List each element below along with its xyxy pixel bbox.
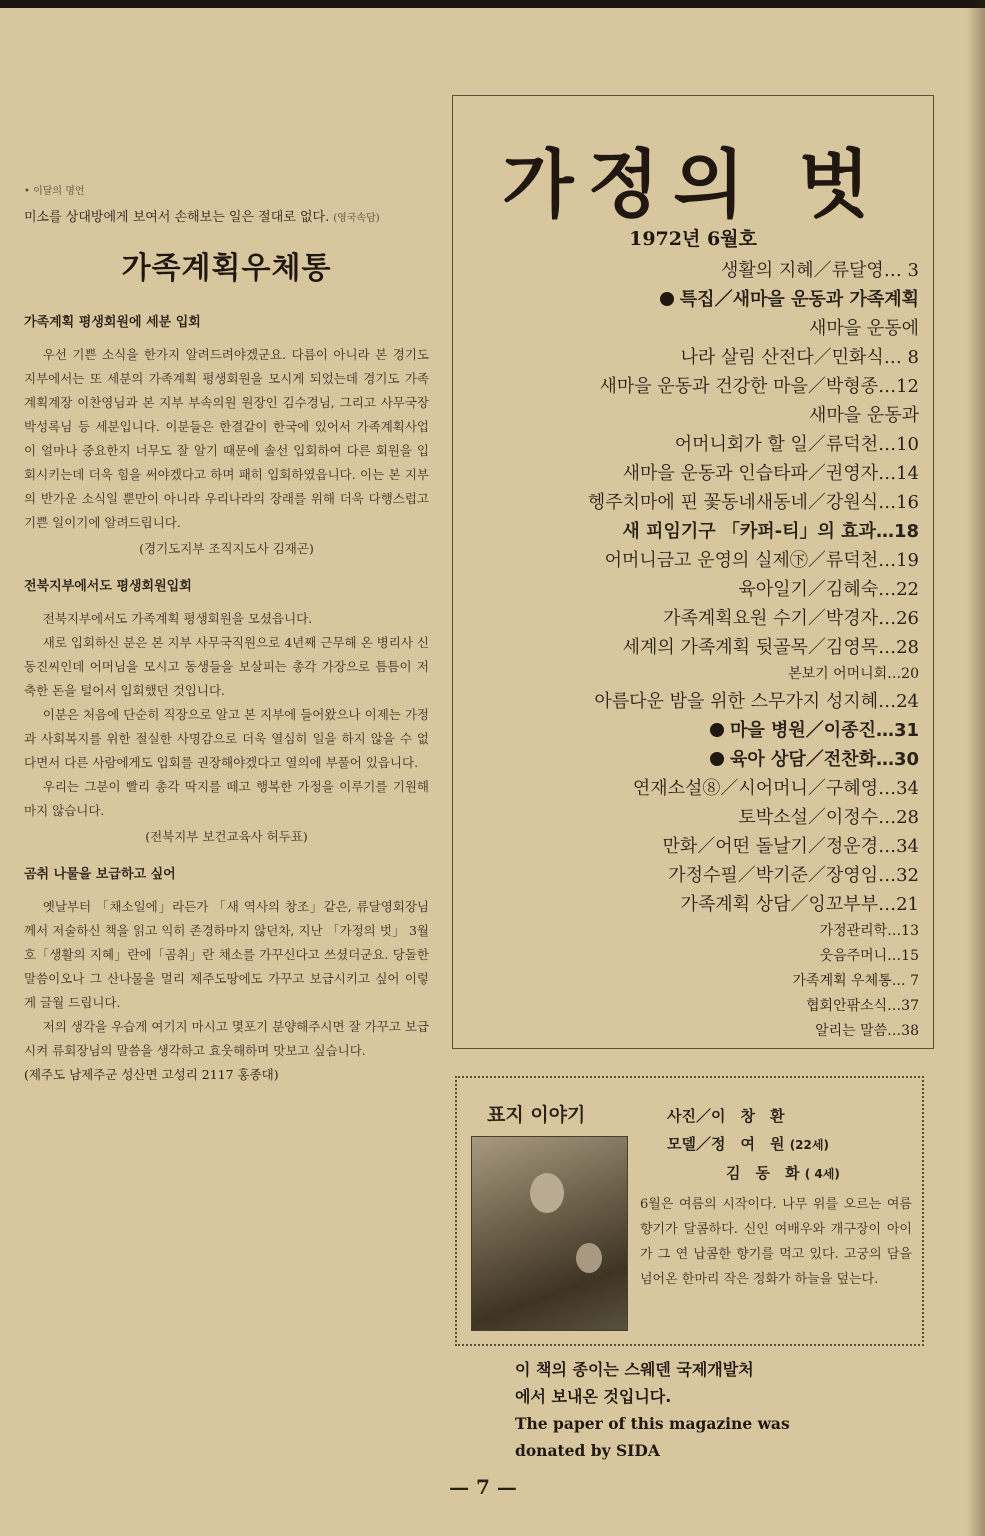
toc-entry[interactable]: 알리는 말씀…38 <box>815 1023 919 1039</box>
letter2-signature: (전북지부 보건교육사 허두표) <box>145 829 308 844</box>
toc-entry[interactable]: 아름다운 밤을 위한 스무가지 성지혜…24 <box>594 691 919 712</box>
toc-list <box>459 256 919 1044</box>
letter2-body-3: 이분은 처음에 단순히 직장으로 알고 본 지부에 들어왔으나 이제는 가정과 사회복지를 위한 절실한 사명감으로 더욱 열심히 일을 하지 않을 수 없다면서 다른 사람에게도 입회를 권장해야겠다고 열의에 부풀어 있읍니다. <box>24 707 429 770</box>
toc-entry[interactable]: 새마을 운동에 <box>808 318 919 339</box>
model-credit-1: 모델／정 여 원 (22세) <box>667 1135 829 1153</box>
model-credit-2: 김 동 화 ( 4세) <box>726 1164 840 1182</box>
bullet-icon <box>710 752 724 766</box>
toc-entry[interactable]: 세계의 가족계획 뒷골목／김영목…28 <box>622 637 919 658</box>
toc-entry[interactable]: 토박소설／이정수…28 <box>738 807 919 828</box>
letter1-heading: 가족계획 평생회원에 세분 입회 <box>24 315 201 330</box>
photo-woman-figure <box>530 1173 564 1213</box>
issue-date: 1972년 6월호 <box>629 228 757 250</box>
toc-entry[interactable]: 가족계획 상담／잉꼬부부…21 <box>680 894 919 915</box>
top-shadow-band <box>0 0 985 8</box>
toc-entry[interactable]: 특집／새마을 운동과 가족계획 <box>459 285 919 314</box>
toc-entry[interactable]: 헹주치마에 핀 꽃동네새동네／강원식…16 <box>587 492 919 513</box>
letter2-body-4: 우리는 그분이 빨리 총각 딱지를 떼고 행복한 가정을 이루기를 기원해 마지 않습니다. <box>24 779 429 818</box>
letters-column <box>24 180 429 1087</box>
letter1-body: 우선 기쁜 소식을 한가지 알려드려야겠군요. 다름이 아니라 본 경기도 지부에서는 또 세분의 가족계획 평생회원을 모시게 되었는데 경기도 가족계획계장 이찬영님과 본 지부 부속의원 원장인 김수경님, 그리고 사무국장 박성록님 등 세분입니다. 이분들은 한결같이 한국에 있어서 가족계획사업이 얼마나 중요한지 너무도 잘 알기 때문에 솔선 입회하여 다른 회원을 입회시키는데 더욱 힘을 써야겠다고 하며 패히 입회하였읍니다. 이는 본 지부의 반가운 소식일 뿐만이 아니라 우리나라의 장래를 위해 더욱 다행스럽고 기쁜 일이기에 알려드립니다. <box>24 347 429 530</box>
toc-entry[interactable]: 연재소설⑧／시어머니／구혜영…34 <box>632 778 919 799</box>
toc-entry[interactable]: 새 피임기구 「카퍼-티」의 효과…18 <box>622 521 919 542</box>
toc-entry[interactable]: 새마을 운동과 인습타파／권영자…14 <box>622 463 919 484</box>
donation-english-1: The paper of this magazine was <box>515 1414 790 1433</box>
donation-note <box>515 1356 915 1464</box>
toc-entry[interactable]: 어머니회가 할 일／류덕천…10 <box>674 434 919 455</box>
toc-entry[interactable]: 본보기 어머니회…20 <box>788 666 919 682</box>
toc-entry[interactable]: 육아일기／김혜숙…22 <box>738 579 919 600</box>
photo-child-figure <box>576 1243 602 1273</box>
proverb-text: 미소를 상대방에게 보여서 손해보는 일은 절대로 없다. <box>24 210 330 225</box>
cover-story-title: 표지 이야기 <box>487 1104 586 1126</box>
letter3-heading: 곰취 나물을 보급하고 싶어 <box>24 867 176 882</box>
toc-entry[interactable]: 가정관리학…13 <box>819 923 919 939</box>
toc-entry[interactable]: 마을 병원／이종진…31 <box>459 716 919 745</box>
toc-entry[interactable]: 육아 상담／전찬화…30 <box>459 745 919 774</box>
toc-entry[interactable]: 가정수필／박기준／장영임…32 <box>668 865 919 886</box>
letter1-signature: (경기도지부 조직지도사 김재곤) <box>139 541 314 556</box>
cover-story-box <box>455 1076 924 1346</box>
donation-korean-2: 에서 보내온 것입니다. <box>515 1387 672 1406</box>
page-edge-shadow <box>967 0 985 1536</box>
proverb <box>24 204 429 233</box>
letter2-heading: 전북지부에서도 평생회원입회 <box>24 579 192 594</box>
toc-entry[interactable]: 가족계획요원 수기／박경자…26 <box>663 608 919 629</box>
cover-photo <box>471 1136 628 1331</box>
toc-entry[interactable]: 협회안팎소식…37 <box>806 998 919 1014</box>
page-number: — 7 — <box>449 1475 517 1499</box>
toc-entry[interactable]: 웃음주머니…15 <box>819 948 919 964</box>
letter3-body-1: 옛날부터 「채소일에」라든가 「새 역사의 창조」같은, 류달영회장님께서 저술하신 책을 읽고 익히 존경하마지 않던차, 지난 「가정의 벗」 3월호「생활의 지혜」란에「곰취」란 채소를 가꾸신다고 쓰셨더군요. 당돌한 말씀이오나 그 산나물을 멀리 제주도땅에도 가꾸고 보급시키고 싶어 이렇게 글월 드립니다. <box>24 899 429 1010</box>
magazine-title: 가정의 벗 <box>502 142 884 228</box>
letter2-body-2: 새로 입회하신 분은 본 지부 사무국직원으로 4년째 근무해 온 병리사 신동진씨인데 어머님을 모시고 동생들을 보살피는 총각 가장으로 틈틈이 저축한 돈을 털어서 입회했던 것입니다. <box>24 635 429 698</box>
toc-entry[interactable]: 어머니금고 운영의 실제㊦／류덕천…19 <box>604 550 919 571</box>
donation-english-2: donated by SIDA <box>515 1441 660 1460</box>
letter3-body-2: 저의 생각을 우습게 여기지 마시고 몇포기 분양해주시면 잘 가꾸고 보급시켜 류회장님의 말씀을 생각하고 효웃해하며 맛보고 싶습니다. <box>24 1019 429 1058</box>
toc-entry[interactable]: 나라 살림 산전다／민화식… 8 <box>680 347 919 368</box>
letter3-signature: (제주도 남제주군 성산면 고성리 2117 홍종대) <box>24 1067 279 1082</box>
proverb-label: • 이달의 명언 <box>24 186 85 197</box>
cover-story-text: 6월은 여름의 시작이다. 나무 위를 오르는 여름 향기가 달콤하다. 신인 여배우와 개구장이 아이가 그 연 납콤한 향기를 먹고 있다. 고궁의 담을 넘어온 한마리 작은 정화가 하늘을 덮는다. <box>640 1197 912 1287</box>
toc-entry[interactable]: 새마을 운동과 <box>808 405 919 426</box>
letter2-body-1: 전북지부에서도 가족계획 평생회원을 모셨읍니다. <box>42 611 313 626</box>
cover-credits <box>667 1102 917 1188</box>
bullet-icon <box>660 292 674 306</box>
photo-credit: 사진／이 창 환 <box>667 1107 785 1125</box>
toc-entry[interactable]: 새마을 운동과 건강한 마을／박형종…12 <box>599 376 919 397</box>
toc-entry[interactable]: 가족계획 우체통… 7 <box>792 973 919 989</box>
section-title: 가족계획우체통 <box>121 251 332 286</box>
bullet-icon <box>710 723 724 737</box>
donation-korean-1: 이 책의 종이는 스웨덴 국제개발처 <box>515 1360 754 1379</box>
toc-entry[interactable]: 만화／어떤 돌날기／정운경…34 <box>662 836 919 857</box>
toc-entry[interactable]: 생활의 지혜／류달영… 3 <box>721 260 919 281</box>
table-of-contents-box <box>452 95 934 1049</box>
proverb-source: (영국속담) <box>333 213 380 224</box>
